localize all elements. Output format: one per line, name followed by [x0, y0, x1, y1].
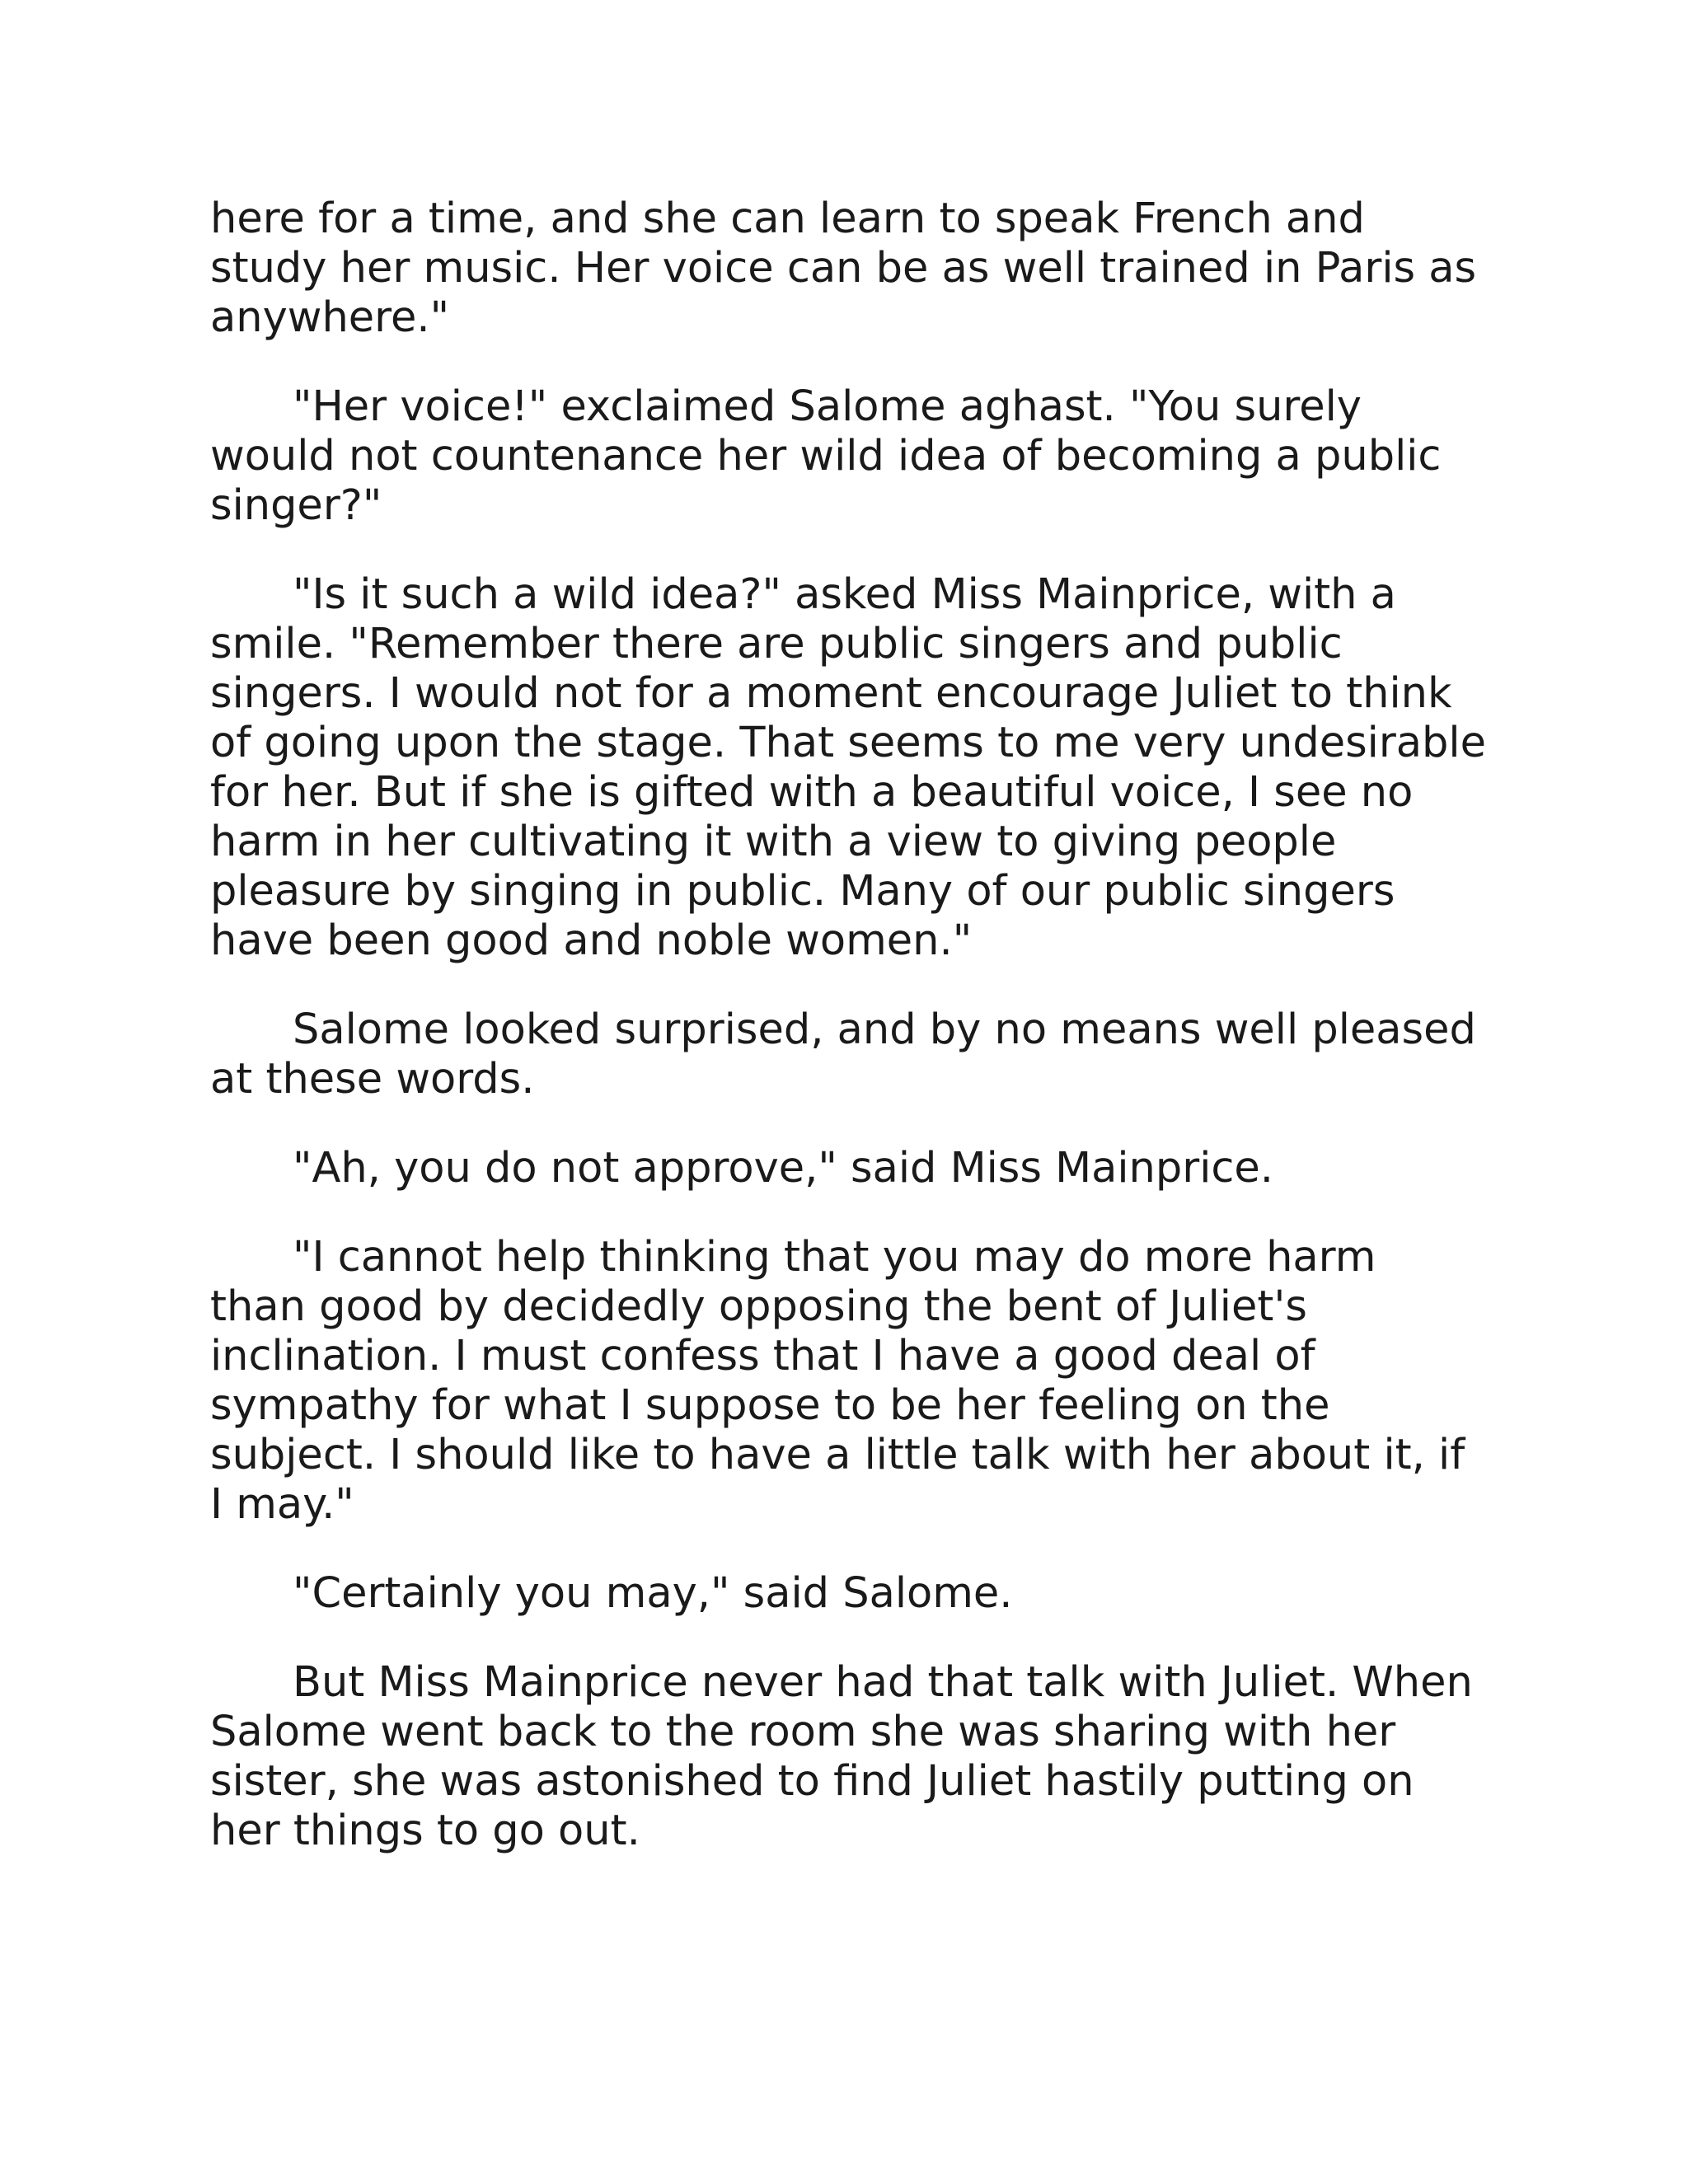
paragraph	[210, 1233, 1496, 1530]
text-line: at these words.	[210, 1055, 535, 1104]
text-line: "Ah, you do not approve," said Miss Mainprice.	[293, 1144, 1274, 1193]
text-line: singers. I would not for a moment encourage Juliet to think	[210, 669, 1452, 718]
paragraph	[210, 382, 1496, 531]
text-line: study her music. Her voice can be as well trained in Paris as	[210, 244, 1477, 293]
text-line: "I cannot help thinking that you may do more harm	[293, 1233, 1376, 1282]
text-line: pleasure by singing in public. Many of our public singers	[210, 867, 1395, 916]
text-line: here for a time, and she can learn to speak French and	[210, 194, 1365, 243]
paragraph	[210, 1569, 1496, 1619]
text-line: of going upon the stage. That seems to me very undesirable	[210, 719, 1486, 767]
text-line: But Miss Mainprice never had that talk with Juliet. When	[293, 1658, 1473, 1707]
text-line: for her. But if she is gifted with a beautiful voice, I see no	[210, 768, 1414, 817]
text-line: would not countenance her wild idea of becoming a public	[210, 432, 1442, 480]
text-line: Salome went back to the room she was sharing with her	[210, 1708, 1396, 1756]
text-line: sympathy for what I suppose to be her feeling on the	[210, 1381, 1330, 1430]
text-line: subject. I should like to have a little talk with her about it, if	[210, 1431, 1465, 1479]
text-line: I may."	[210, 1480, 354, 1529]
text-line: sister, she was astonished to find Juliet hastily putting on	[210, 1757, 1414, 1806]
text-line: Salome looked surprised, and by no means well pleased	[293, 1005, 1476, 1054]
text-line: inclination. I must confess that I have a good deal of	[210, 1332, 1315, 1380]
paragraph	[210, 194, 1496, 343]
text-line: "Her voice!" exclaimed Salome aghast. "You surely	[293, 382, 1362, 431]
text-line: her things to go out.	[210, 1807, 640, 1855]
paragraph	[210, 570, 1496, 966]
text-line: have been good and noble women."	[210, 916, 973, 965]
text-line: smile. "Remember there are public singers and public	[210, 620, 1343, 668]
paragraph	[210, 1658, 1496, 1856]
document-page	[210, 194, 1496, 1896]
text-line: anywhere."	[210, 293, 450, 342]
text-line: singer?"	[210, 481, 382, 530]
paragraph	[210, 1005, 1496, 1104]
text-line: harm in her cultivating it with a view to giving people	[210, 818, 1337, 866]
text-line: "Certainly you may," said Salome.	[293, 1569, 1013, 1618]
text-line: than good by decidedly opposing the bent of Juliet's	[210, 1282, 1307, 1331]
paragraph	[210, 1144, 1496, 1193]
text-line: "Is it such a wild idea?" asked Miss Mainprice, with a	[293, 570, 1396, 619]
